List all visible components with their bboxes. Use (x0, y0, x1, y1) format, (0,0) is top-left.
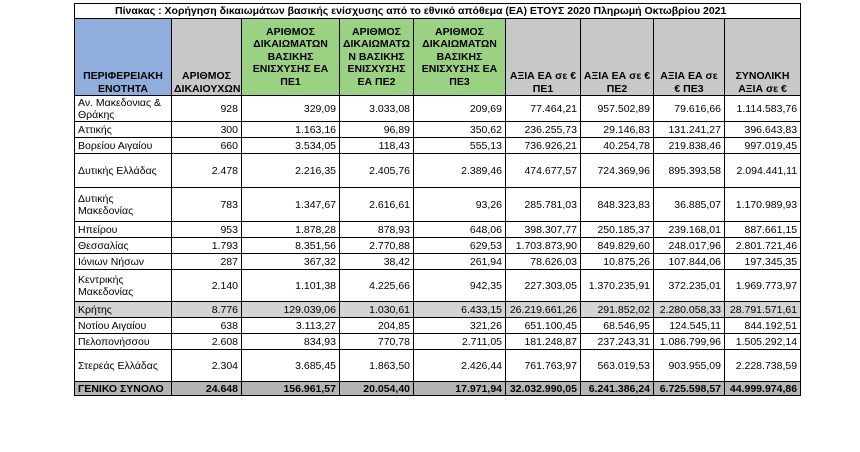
data-table (74, 3, 801, 396)
spreadsheet (74, 3, 800, 396)
cell-pe1-value: 32.032.990,05 (506, 382, 581, 396)
cell-total-value: 44.999.974,86 (725, 382, 801, 396)
cell-pe1-count: 8.351,56 (242, 238, 340, 254)
cell-beneficiaries: 287 (172, 254, 242, 270)
cell-pe3-count: 350,62 (414, 122, 506, 138)
cell-total-value: 2.094.441,11 (725, 154, 801, 188)
cell-total-value: 997.019,45 (725, 138, 801, 154)
cell-pe3-count: 942,35 (414, 270, 506, 302)
cell-pe1-value: 181.248,87 (506, 334, 581, 350)
cell-pe1-count: 3.534,05 (242, 138, 340, 154)
cell-total-value: 844.192,51 (725, 318, 801, 334)
header-pe2-value: ΑΞΙΑ ΕΑ σε € ΠΕ2 (581, 19, 654, 96)
cell-pe2-count: 2.405,76 (340, 154, 414, 188)
cell-total-value: 1.114.583,76 (725, 96, 801, 122)
cell-region: Δυτικής Μακεδονίας (75, 188, 172, 222)
cell-pe2-count: 2.770,88 (340, 238, 414, 254)
cell-pe2-count: 1.030,61 (340, 302, 414, 318)
cell-pe1-value: 398.307,77 (506, 222, 581, 238)
cell-pe2-count: 38,42 (340, 254, 414, 270)
cell-pe1-count: 1.347,67 (242, 188, 340, 222)
cell-pe3-count: 321,26 (414, 318, 506, 334)
cell-pe2-count: 20.054,40 (340, 382, 414, 396)
cell-pe2-value: 849.829,60 (581, 238, 654, 254)
cell-pe2-count: 118,43 (340, 138, 414, 154)
header-total-value: ΣΥΝΟΛΙΚΗ ΑΞΙΑ σε € (725, 19, 801, 96)
table-row (75, 188, 801, 222)
table-body (75, 96, 801, 396)
cell-total-value: 197.345,35 (725, 254, 801, 270)
cell-beneficiaries: 2.478 (172, 154, 242, 188)
table-row (75, 222, 801, 238)
cell-pe3-count: 2.426,44 (414, 350, 506, 382)
cell-pe1-value: 77.464,21 (506, 96, 581, 122)
cell-pe1-count: 1.163,16 (242, 122, 340, 138)
cell-pe2-count: 1.863,50 (340, 350, 414, 382)
header-pe1-value: ΑΞΙΑ ΕΑ σε € ΠΕ1 (506, 19, 581, 96)
cell-pe2-count: 4.225,66 (340, 270, 414, 302)
header-beneficiaries: ΑΡΙΘΜΟΣ ΔΙΚΑΙΟΥΧΩΝ (172, 19, 242, 96)
cell-pe3-value: 131.241,27 (654, 122, 725, 138)
cell-beneficiaries: 2.608 (172, 334, 242, 350)
table-row (75, 138, 801, 154)
cell-total-value: 887.661,15 (725, 222, 801, 238)
cell-pe1-count: 129.039,06 (242, 302, 340, 318)
cell-pe1-value: 736.926,21 (506, 138, 581, 154)
cell-pe3-count: 629,53 (414, 238, 506, 254)
cell-region: Βορείου Αιγαίου (75, 138, 172, 154)
cell-pe3-count: 2.389,46 (414, 154, 506, 188)
cell-pe1-count: 1.878,28 (242, 222, 340, 238)
cell-pe1-value: 26.219.661,26 (506, 302, 581, 318)
cell-total-value: 2.801.721,46 (725, 238, 801, 254)
table-row (75, 302, 801, 318)
cell-pe3-count: 2.711,05 (414, 334, 506, 350)
cell-region: Αττικής (75, 122, 172, 138)
cell-beneficiaries: 638 (172, 318, 242, 334)
cell-pe1-value: 761.763,97 (506, 350, 581, 382)
cell-region: Πελοπονήσσου (75, 334, 172, 350)
cell-total-value: 2.228.738,59 (725, 350, 801, 382)
cell-pe3-value: 2.280.058,33 (654, 302, 725, 318)
table-row (75, 96, 801, 122)
table-row (75, 154, 801, 188)
cell-pe3-count: 648,06 (414, 222, 506, 238)
cell-pe3-count: 17.971,94 (414, 382, 506, 396)
cell-region: ΓΕΝΙΚΟ ΣΥΝΟΛΟ (75, 382, 172, 396)
header-pe1-count: ΑΡΙΘΜΟΣ ΔΙΚΑΙΩΜΑΤΩΝ ΒΑΣΙΚΗΣ ΕΝΙΣΧΥΣΗΣ ΕΑ ΠΕ1 (242, 19, 340, 96)
cell-beneficiaries: 300 (172, 122, 242, 138)
cell-pe2-value: 848.323,83 (581, 188, 654, 222)
cell-total-value: 396.643,83 (725, 122, 801, 138)
table-row (75, 350, 801, 382)
cell-pe3-value: 124.545,11 (654, 318, 725, 334)
cell-pe3-value: 239.168,01 (654, 222, 725, 238)
cell-pe1-value: 227.303,05 (506, 270, 581, 302)
table-row (75, 318, 801, 334)
cell-region: Δυτικής Ελλάδας (75, 154, 172, 188)
table-row (75, 122, 801, 138)
cell-pe2-count: 3.033,08 (340, 96, 414, 122)
cell-pe1-value: 285.781,03 (506, 188, 581, 222)
cell-pe2-count: 204,85 (340, 318, 414, 334)
cell-pe3-value: 36.885,07 (654, 188, 725, 222)
cell-region: Ιόνιων Νήσων (75, 254, 172, 270)
cell-pe2-value: 250.185,37 (581, 222, 654, 238)
cell-pe3-value: 107.844,06 (654, 254, 725, 270)
table-row (75, 254, 801, 270)
title-row (75, 4, 801, 19)
header-pe3-count: ΑΡΙΘΜΟΣ ΔΙΚΑΙΩΜΑΤΩΝ ΒΑΣΙΚΗΣ ΕΝΙΣΧΥΣΗΣ ΕΑ ΠΕ3 (414, 19, 506, 96)
cell-pe1-count: 367,32 (242, 254, 340, 270)
cell-pe2-value: 29.146,83 (581, 122, 654, 138)
cell-pe3-value: 219.838,46 (654, 138, 725, 154)
cell-pe1-value: 236.255,73 (506, 122, 581, 138)
cell-pe1-value: 78.626,03 (506, 254, 581, 270)
cell-pe1-value: 474.677,57 (506, 154, 581, 188)
cell-region: Στερεάς Ελλάδας (75, 350, 172, 382)
cell-pe2-value: 6.241.386,24 (581, 382, 654, 396)
cell-pe2-value: 957.502,89 (581, 96, 654, 122)
cell-pe2-value: 724.369,96 (581, 154, 654, 188)
cell-pe3-value: 895.393,58 (654, 154, 725, 188)
cell-pe2-value: 10.875,26 (581, 254, 654, 270)
cell-pe2-count: 96,89 (340, 122, 414, 138)
cell-beneficiaries: 1.793 (172, 238, 242, 254)
header-pe2-count: ΑΡΙΘΜΟΣ ΔΙΚΑΙΩΜΑΤΩ Ν ΒΑΣΙΚΗΣ ΕΝΙΣΧΥΣΗΣ ΕΑ ΠΕ2 (340, 19, 414, 96)
cell-region: Αν. Μακεδονιας & Θράκης (75, 96, 172, 122)
table-row (75, 238, 801, 254)
cell-pe2-value: 1.370.235,91 (581, 270, 654, 302)
cell-beneficiaries: 928 (172, 96, 242, 122)
cell-pe2-value: 291.852,02 (581, 302, 654, 318)
cell-region: Κεντρικής Μακεδονίας (75, 270, 172, 302)
cell-total-value: 1.505.292,14 (725, 334, 801, 350)
cell-total-value: 1.170.989,93 (725, 188, 801, 222)
table-title: Πίνακας : Χορήγηση δικαιωμάτων βασικής ενίσχυσης από το εθνικό απόθεμα (ΕΑ) ΕΤΟΥΣ 2020 Πληρωμή Οκτωβρίου 2021 (75, 4, 801, 19)
cell-total-value: 1.969.773,97 (725, 270, 801, 302)
cell-pe1-count: 1.101,38 (242, 270, 340, 302)
cell-pe2-count: 2.616,61 (340, 188, 414, 222)
cell-region: Κρήτης (75, 302, 172, 318)
cell-region: Νοτίου Αιγαίου (75, 318, 172, 334)
cell-beneficiaries: 953 (172, 222, 242, 238)
cell-pe2-value: 68.546,95 (581, 318, 654, 334)
cell-beneficiaries: 783 (172, 188, 242, 222)
cell-pe3-count: 555,13 (414, 138, 506, 154)
cell-beneficiaries: 2.304 (172, 350, 242, 382)
cell-pe3-value: 903.955,09 (654, 350, 725, 382)
cell-pe1-count: 3.685,45 (242, 350, 340, 382)
cell-pe3-value: 248.017,96 (654, 238, 725, 254)
cell-pe3-count: 209,69 (414, 96, 506, 122)
header-region: ΠΕΡΙΦΕΡΕΙΑΚΗ ΕΝΟΤΗΤΑ (75, 19, 172, 96)
cell-pe3-value: 1.086.799,96 (654, 334, 725, 350)
cell-pe1-count: 329,09 (242, 96, 340, 122)
cell-pe2-value: 237.243,31 (581, 334, 654, 350)
cell-pe3-count: 261,94 (414, 254, 506, 270)
cell-pe1-count: 156.961,57 (242, 382, 340, 396)
cell-beneficiaries: 8.776 (172, 302, 242, 318)
table-row (75, 334, 801, 350)
cell-beneficiaries: 660 (172, 138, 242, 154)
cell-pe1-count: 3.113,27 (242, 318, 340, 334)
cell-pe3-count: 93,26 (414, 188, 506, 222)
cell-beneficiaries: 2.140 (172, 270, 242, 302)
cell-pe3-value: 79.616,66 (654, 96, 725, 122)
cell-pe3-count: 6.433,15 (414, 302, 506, 318)
header-row (75, 19, 801, 96)
cell-pe2-value: 40.254,78 (581, 138, 654, 154)
cell-pe2-count: 770,78 (340, 334, 414, 350)
header-pe3-value: ΑΞΙΑ ΕΑ σε € ΠΕ3 (654, 19, 725, 96)
cell-pe2-count: 878,93 (340, 222, 414, 238)
cell-pe3-value: 6.725.598,57 (654, 382, 725, 396)
cell-pe1-value: 1.703.873,90 (506, 238, 581, 254)
cell-pe1-count: 834,93 (242, 334, 340, 350)
table-row (75, 270, 801, 302)
cell-pe1-value: 651.100,45 (506, 318, 581, 334)
cell-pe3-value: 372.235,01 (654, 270, 725, 302)
cell-pe1-count: 2.216,35 (242, 154, 340, 188)
cell-pe2-value: 563.019,53 (581, 350, 654, 382)
total-row (75, 382, 801, 396)
cell-beneficiaries: 24.648 (172, 382, 242, 396)
cell-region: Θεσσαλίας (75, 238, 172, 254)
cell-total-value: 28.791.571,61 (725, 302, 801, 318)
cell-region: Ηπείρου (75, 222, 172, 238)
